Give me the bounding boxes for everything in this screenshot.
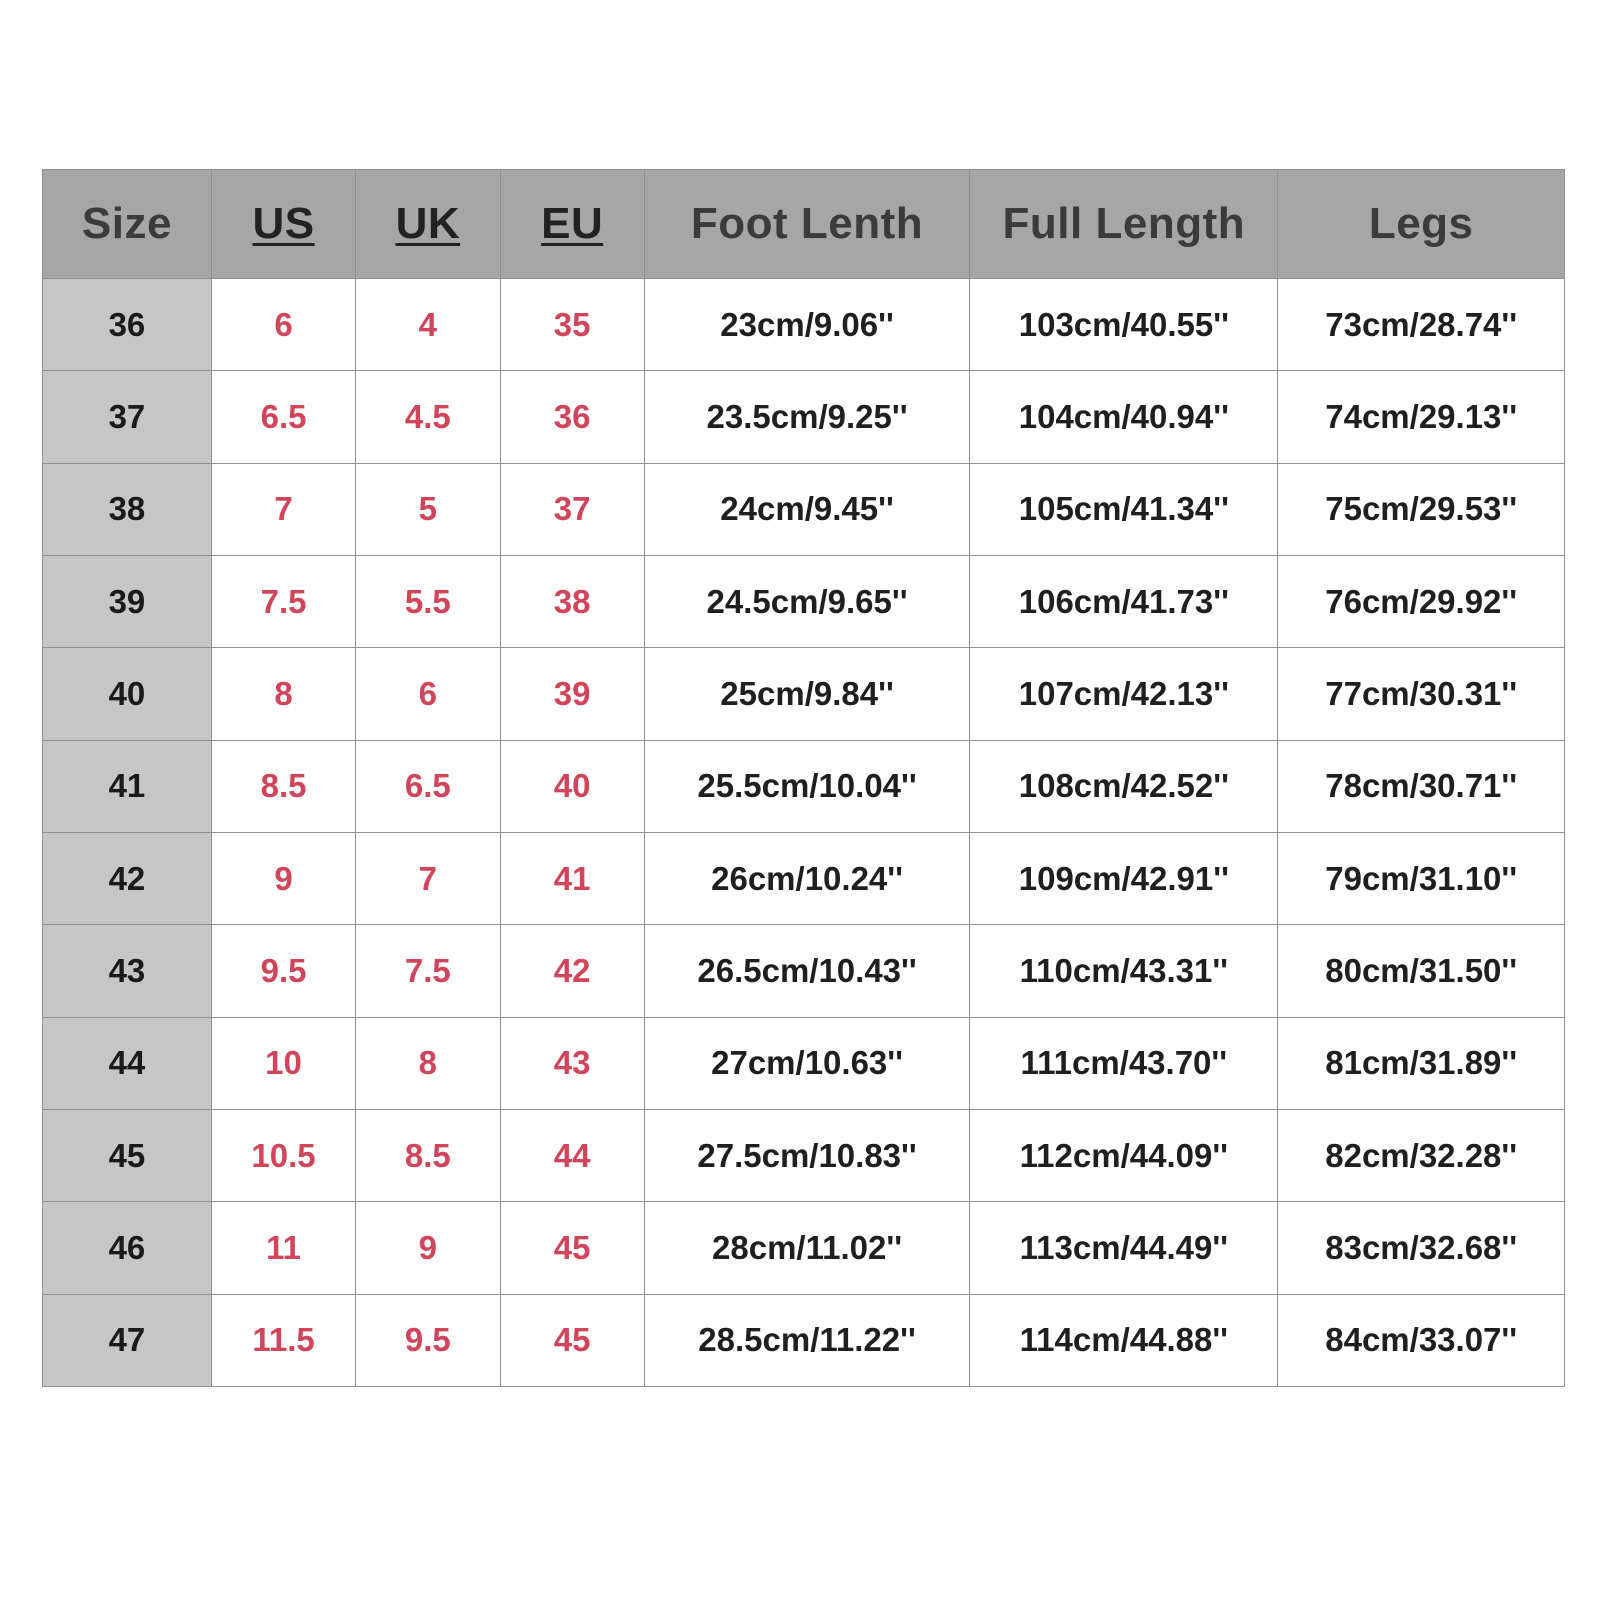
us-cell: 8 <box>211 648 355 740</box>
foot-length-cell: 28.5cm/11.22'' <box>644 1294 969 1386</box>
size-cell: 38 <box>43 463 212 555</box>
full-length-cell: 109cm/42.91'' <box>970 832 1278 924</box>
us-cell: 10.5 <box>211 1109 355 1201</box>
size-cell: 37 <box>43 371 212 463</box>
table-row <box>43 740 1565 832</box>
eu-cell: 45 <box>500 1202 644 1294</box>
foot-length-cell: 26cm/10.24'' <box>644 832 969 924</box>
size-cell: 42 <box>43 832 212 924</box>
eu-cell: 35 <box>500 279 644 371</box>
legs-cell: 81cm/31.89'' <box>1278 1017 1565 1109</box>
eu-cell: 40 <box>500 740 644 832</box>
eu-cell: 42 <box>500 925 644 1017</box>
uk-cell: 9.5 <box>356 1294 500 1386</box>
full-length-cell: 108cm/42.52'' <box>970 740 1278 832</box>
foot-length-cell: 28cm/11.02'' <box>644 1202 969 1294</box>
header-us: US <box>211 170 355 279</box>
legs-cell: 74cm/29.13'' <box>1278 371 1565 463</box>
full-length-cell: 113cm/44.49'' <box>970 1202 1278 1294</box>
header-legs: Legs <box>1278 170 1565 279</box>
eu-cell: 39 <box>500 648 644 740</box>
full-length-cell: 111cm/43.70'' <box>970 1017 1278 1109</box>
uk-cell: 9 <box>356 1202 500 1294</box>
table-row <box>43 371 1565 463</box>
us-cell: 9.5 <box>211 925 355 1017</box>
legs-cell: 84cm/33.07'' <box>1278 1294 1565 1386</box>
full-length-cell: 105cm/41.34'' <box>970 463 1278 555</box>
eu-cell: 37 <box>500 463 644 555</box>
full-length-cell: 104cm/40.94'' <box>970 371 1278 463</box>
legs-cell: 76cm/29.92'' <box>1278 555 1565 647</box>
table-row <box>43 555 1565 647</box>
foot-length-cell: 23.5cm/9.25'' <box>644 371 969 463</box>
full-length-cell: 107cm/42.13'' <box>970 648 1278 740</box>
legs-cell: 73cm/28.74'' <box>1278 279 1565 371</box>
size-cell: 45 <box>43 1109 212 1201</box>
uk-cell: 6 <box>356 648 500 740</box>
full-length-cell: 114cm/44.88'' <box>970 1294 1278 1386</box>
size-cell: 41 <box>43 740 212 832</box>
foot-length-cell: 27.5cm/10.83'' <box>644 1109 969 1201</box>
header-size: Size <box>43 170 212 279</box>
foot-length-cell: 23cm/9.06'' <box>644 279 969 371</box>
size-cell: 39 <box>43 555 212 647</box>
eu-cell: 36 <box>500 371 644 463</box>
foot-length-cell: 24.5cm/9.65'' <box>644 555 969 647</box>
legs-cell: 75cm/29.53'' <box>1278 463 1565 555</box>
size-cell: 46 <box>43 1202 212 1294</box>
us-cell: 6 <box>211 279 355 371</box>
size-cell: 36 <box>43 279 212 371</box>
foot-length-cell: 27cm/10.63'' <box>644 1017 969 1109</box>
size-cell: 44 <box>43 1017 212 1109</box>
us-cell: 11.5 <box>211 1294 355 1386</box>
uk-cell: 6.5 <box>356 740 500 832</box>
table-row <box>43 648 1565 740</box>
legs-cell: 83cm/32.68'' <box>1278 1202 1565 1294</box>
eu-cell: 45 <box>500 1294 644 1386</box>
legs-cell: 80cm/31.50'' <box>1278 925 1565 1017</box>
header-uk: UK <box>356 170 500 279</box>
uk-cell: 7 <box>356 832 500 924</box>
us-cell: 9 <box>211 832 355 924</box>
size-chart-table <box>42 169 1565 1387</box>
us-cell: 6.5 <box>211 371 355 463</box>
table-row <box>43 1109 1565 1201</box>
uk-cell: 8.5 <box>356 1109 500 1201</box>
full-length-cell: 103cm/40.55'' <box>970 279 1278 371</box>
us-cell: 8.5 <box>211 740 355 832</box>
header-eu: EU <box>500 170 644 279</box>
legs-cell: 77cm/30.31'' <box>1278 648 1565 740</box>
table-row <box>43 279 1565 371</box>
table-row <box>43 1017 1565 1109</box>
eu-cell: 38 <box>500 555 644 647</box>
uk-cell: 4 <box>356 279 500 371</box>
legs-cell: 78cm/30.71'' <box>1278 740 1565 832</box>
foot-length-cell: 24cm/9.45'' <box>644 463 969 555</box>
table-body <box>43 279 1565 1387</box>
size-cell: 47 <box>43 1294 212 1386</box>
us-cell: 7.5 <box>211 555 355 647</box>
foot-length-cell: 25cm/9.84'' <box>644 648 969 740</box>
eu-cell: 44 <box>500 1109 644 1201</box>
foot-length-cell: 25.5cm/10.04'' <box>644 740 969 832</box>
uk-cell: 7.5 <box>356 925 500 1017</box>
us-cell: 11 <box>211 1202 355 1294</box>
uk-cell: 5 <box>356 463 500 555</box>
table-row <box>43 1202 1565 1294</box>
table-row <box>43 1294 1565 1386</box>
uk-cell: 4.5 <box>356 371 500 463</box>
size-cell: 40 <box>43 648 212 740</box>
legs-cell: 82cm/32.28'' <box>1278 1109 1565 1201</box>
table-row <box>43 832 1565 924</box>
size-cell: 43 <box>43 925 212 1017</box>
foot-length-cell: 26.5cm/10.43'' <box>644 925 969 1017</box>
table-row <box>43 463 1565 555</box>
us-cell: 7 <box>211 463 355 555</box>
uk-cell: 8 <box>356 1017 500 1109</box>
header-full-length: Full Length <box>970 170 1278 279</box>
full-length-cell: 110cm/43.31'' <box>970 925 1278 1017</box>
legs-cell: 79cm/31.10'' <box>1278 832 1565 924</box>
full-length-cell: 112cm/44.09'' <box>970 1109 1278 1201</box>
full-length-cell: 106cm/41.73'' <box>970 555 1278 647</box>
us-cell: 10 <box>211 1017 355 1109</box>
eu-cell: 41 <box>500 832 644 924</box>
header-row <box>43 170 1565 279</box>
eu-cell: 43 <box>500 1017 644 1109</box>
table-row <box>43 925 1565 1017</box>
header-foot-length: Foot Lenth <box>644 170 969 279</box>
uk-cell: 5.5 <box>356 555 500 647</box>
